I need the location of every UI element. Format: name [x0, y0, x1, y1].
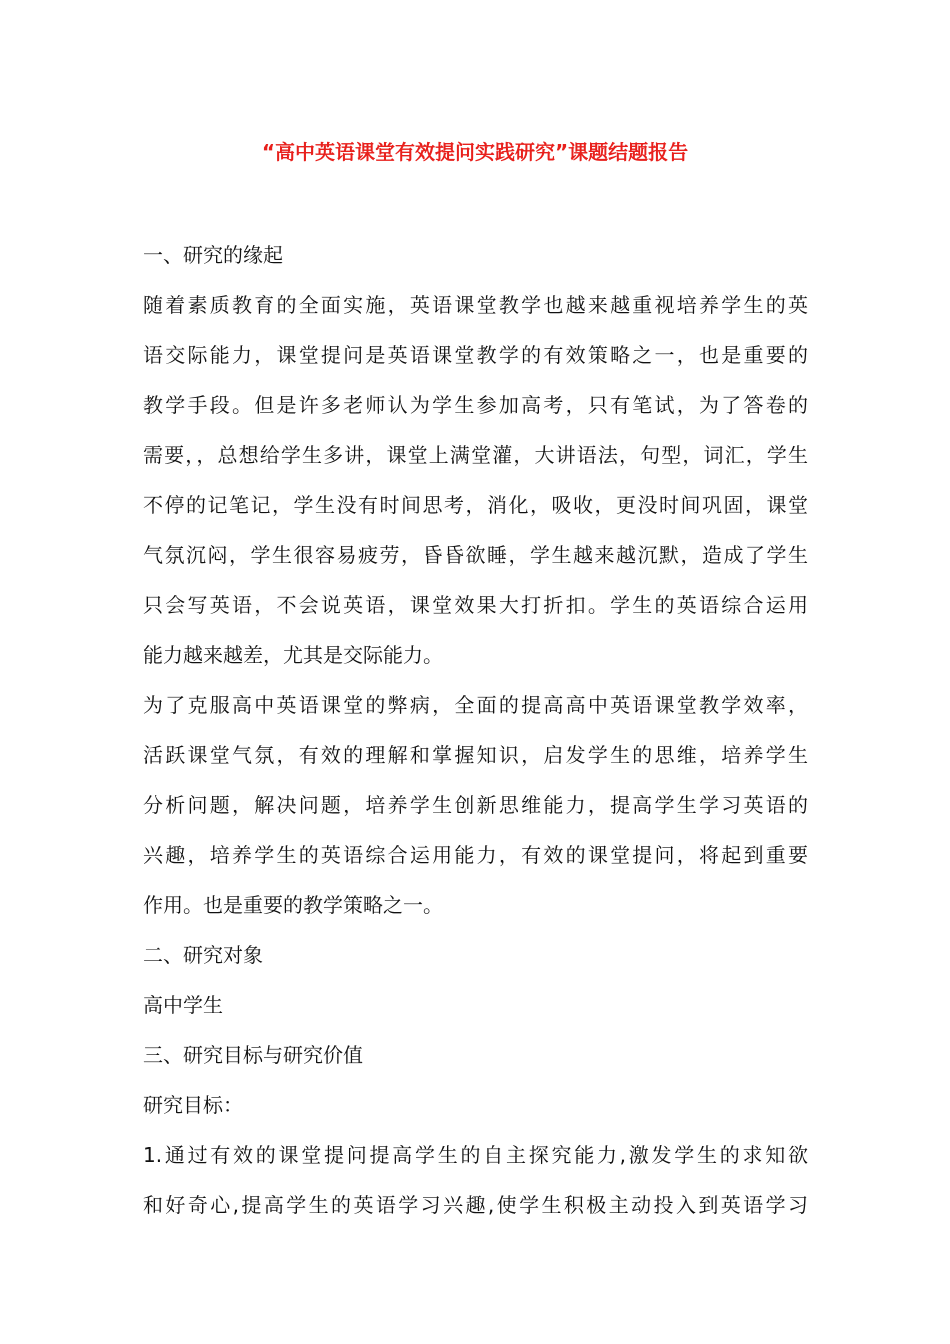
paragraph-line: 活跃课堂气氛，有效的理解和掌握知识，启发学生的思维，培养学生	[143, 743, 808, 767]
section-heading-origin: 一、研究的缘起	[143, 243, 283, 267]
paragraph-line: 为了克服高中英语课堂的弊病，全面的提高高中英语课堂教学效率，	[143, 693, 808, 717]
paragraph-line: 能力越来越差，尤其是交际能力。	[143, 643, 443, 667]
paragraph-line: 只会写英语，不会说英语，课堂效果大打折扣。学生的英语综合运用	[143, 593, 808, 617]
paragraph-line: 1.通过有效的课堂提问提高学生的自主探究能力,激发学生的求知欲	[143, 1143, 808, 1167]
paragraph-line: 和好奇心,提高学生的英语学习兴趣,使学生积极主动投入到英语学习	[143, 1193, 808, 1217]
paragraph-line: 语交际能力，课堂提问是英语课堂教学的有效策略之一，也是重要的	[143, 343, 808, 367]
paragraph-line: 作用。也是重要的教学策略之一。	[143, 893, 443, 917]
subheading-goals: 研究目标：	[143, 1093, 243, 1117]
paragraph-line: 随着素质教育的全面实施，英语课堂教学也越来越重视培养学生的英	[143, 293, 808, 317]
paragraph-line: 教学手段。但是许多老师认为学生参加高考，只有笔试，为了答卷的	[143, 393, 808, 417]
paragraph-line: 气氛沉闷，学生很容易疲劳，昏昏欲睡，学生越来越沉默，造成了学生	[143, 543, 808, 567]
section-heading-goals: 三、研究目标与研究价值	[143, 1043, 363, 1067]
document-body	[143, 230, 808, 1230]
paragraph-line: 高中学生	[143, 993, 223, 1017]
paragraph-line: 不停的记笔记，学生没有时间思考，消化，吸收，更没时间巩固，课堂	[143, 493, 808, 517]
paragraph-line: 需要，，总想给学生多讲，课堂上满堂灌，大讲语法，句型，词汇，学生	[143, 443, 808, 467]
section-heading-subject: 二、研究对象	[143, 943, 263, 967]
document-title: “高中英语课堂有效提问实践研究”课题结题报告	[261, 140, 689, 164]
paragraph-line: 分析问题，解决问题，培养学生创新思维能力，提高学生学习英语的	[143, 793, 808, 817]
paragraph-line: 兴趣，培养学生的英语综合运用能力，有效的课堂提问，将起到重要	[143, 843, 808, 867]
